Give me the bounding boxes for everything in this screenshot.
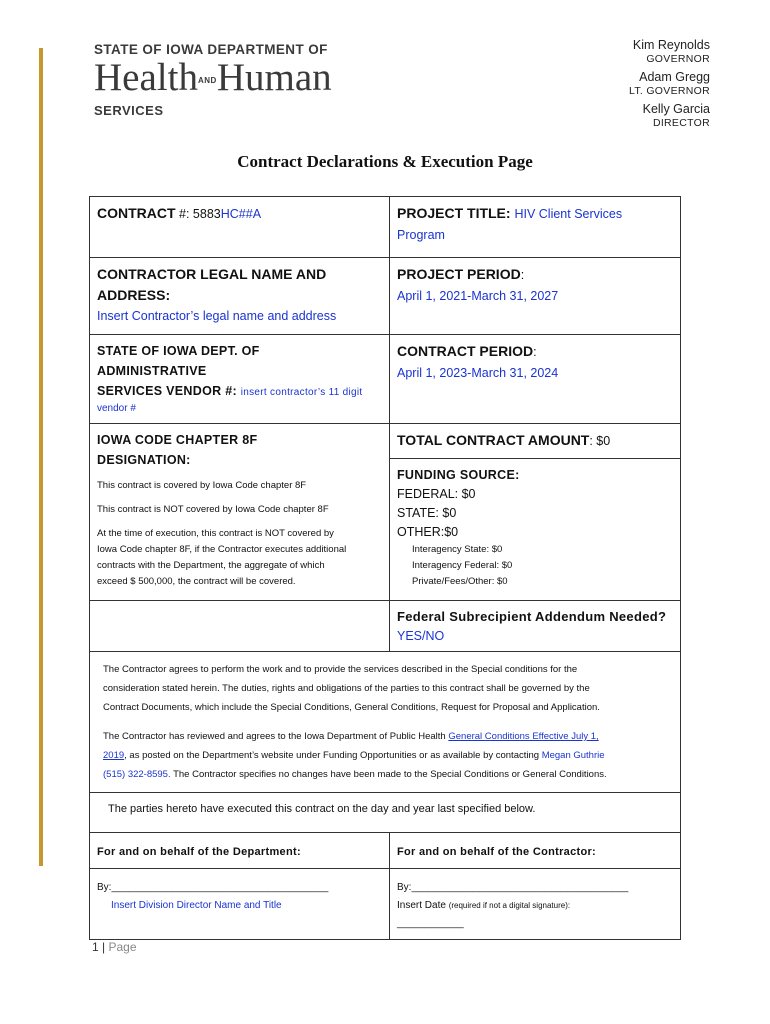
logo-and: AND: [197, 76, 217, 86]
general-conditions-link[interactable]: General Conditions Effective July 1,: [448, 731, 599, 742]
contractor-label-line2: ADDRESS:: [97, 287, 171, 303]
iowa-code-option-conditional-l4: exceed $ 500,000, the contract will be covered.: [97, 576, 296, 587]
agreement-p2-text: The Contractor has reviewed and agrees to the Iowa Department of Public Health: [103, 731, 449, 742]
project-title-value-line2: Program: [397, 228, 445, 242]
contract-number: [97, 203, 382, 225]
iowa-code-cell: [90, 424, 390, 601]
contract-table: [89, 196, 681, 940]
table-row: [90, 335, 681, 424]
agreement-cell: [90, 652, 681, 793]
funding-other: OTHER:$0: [397, 525, 459, 539]
page-label: Page: [108, 940, 137, 954]
general-conditions-link-year[interactable]: 2019: [103, 750, 125, 761]
date-note: (required if not a digital signature):: [448, 901, 571, 910]
table-row: [90, 833, 681, 869]
funding-interagency-federal: Interagency Federal: $0: [412, 560, 513, 571]
project-title-label: PROJECT TITLE:: [397, 205, 511, 221]
official-role: LT. GOVERNOR: [628, 85, 710, 97]
agreement-paragraph-1: [97, 658, 673, 719]
funding-cell: [390, 459, 681, 601]
page-footer: [92, 940, 137, 954]
date-line[interactable]: ____________: [397, 918, 464, 929]
project-period-label-text: PROJECT PERIOD: [397, 266, 521, 282]
iowa-code-option-conditional: At the time of execution, this contract is NOT covered by: [97, 528, 334, 539]
agreement-p2-text2: , as posted on the Department’s website under Funding Opportunities or as available by contacting: [124, 750, 542, 761]
contract-label: CONTRACT: [97, 205, 176, 221]
contract-number-suffix: HC##A: [220, 207, 262, 221]
contract-period-colon: :: [533, 345, 537, 359]
project-period-label: [397, 264, 673, 286]
logo-line1: STATE OF IOWA DEPARTMENT OF: [94, 42, 328, 57]
officials-list: [629, 38, 710, 129]
agreement-p1-line3: Contract Documents, which include the Special Conditions, General Conditions, Request for Proposal and Application.: [103, 702, 600, 713]
contract-period-value: April 1, 2023-March 31, 2024: [397, 366, 559, 380]
total-amount-cell: [390, 424, 681, 459]
funding-label: FUNDING SOURCE:: [397, 468, 520, 482]
dept-signature-line[interactable]: By:_______________________________________: [97, 882, 329, 893]
funding-private: Private/Fees/Other: $0: [412, 576, 508, 587]
contractor-signature-label: For and on behalf of the Contractor:: [397, 846, 597, 858]
iowa-code-option-not-covered: This contract is NOT covered by Iowa Code chapter 8F: [97, 504, 329, 515]
dept-signature-cell: [90, 869, 390, 940]
empty-cell: [90, 601, 390, 652]
logo-health: Health: [94, 56, 198, 99]
project-period-cell: [390, 258, 681, 335]
vendor-label-line1: STATE OF IOWA DEPT. OF: [97, 344, 260, 358]
official-name: Kim Reynolds: [632, 38, 710, 52]
contract-hash: #:: [175, 207, 193, 221]
subrecipient-label: Federal Subrecipient Addendum Needed?: [397, 609, 667, 624]
iowa-code-option-covered: This contract is covered by Iowa Code chapter 8F: [97, 480, 307, 491]
project-period-colon: :: [520, 268, 525, 282]
funding-interagency-state: Interagency State: $0: [412, 544, 503, 555]
vendor-cell: [90, 335, 390, 424]
contract-period-cell: [390, 335, 681, 424]
contractor-value: Insert Contractor’s legal name and address: [97, 309, 337, 323]
iowa-code-label-line2: DESIGNATION:: [97, 453, 191, 467]
subrecipient-value: YES/NO: [397, 629, 445, 643]
date-label-text: Insert Date: [397, 900, 449, 911]
table-row: [90, 652, 681, 793]
agreement-paragraph-2: [97, 725, 673, 786]
subrecipient-cell: [390, 601, 681, 652]
page-number: 1: [92, 940, 99, 954]
logo-line2: [94, 58, 369, 101]
table-row: [90, 793, 681, 833]
contact-name: Megan Guthrie: [541, 750, 605, 761]
project-period-value: April 1, 2021-March 31, 2027: [397, 289, 559, 303]
total-amount-value: : $0: [589, 434, 611, 448]
official-role: DIRECTOR: [652, 117, 710, 129]
project-title: [397, 203, 673, 225]
funding-federal: FEDERAL: $0: [397, 487, 476, 501]
vendor-label: SERVICES VENDOR #:: [97, 384, 237, 398]
contract-period-label: [397, 341, 673, 363]
table-row: [90, 258, 681, 335]
agreement-p1-line2: consideration stated herein. The duties, rights and obligations of the parties to this contract shall be governed by the: [103, 683, 590, 694]
vendor-label-line2: ADMINISTRATIVE: [97, 364, 207, 378]
contract-number-cell: [90, 197, 390, 258]
dept-signature-header: [90, 833, 390, 869]
logo-human: Human: [216, 56, 332, 99]
vendor-label-line3: [97, 381, 382, 401]
iowa-code-option-conditional-l3: contracts with the Department, the aggregate of which: [97, 560, 325, 571]
page-separator: |: [98, 940, 109, 954]
contractor-signature-header: [390, 833, 681, 869]
contract-period-label-text: CONTRACT PERIOD: [397, 343, 534, 359]
total-amount-label: TOTAL CONTRACT AMOUNT: [397, 432, 590, 448]
department-logo: [94, 42, 369, 118]
funding-state: STATE: $0: [397, 506, 457, 520]
project-title-value: HIV Client Services: [514, 207, 623, 221]
iowa-code-label: IOWA CODE CHAPTER 8F: [97, 433, 258, 447]
official-name: Adam Gregg: [639, 70, 710, 84]
official-name: Kelly Garcia: [642, 102, 710, 116]
contact-phone: (515) 322-8595.: [103, 769, 171, 780]
vendor-value-line2: vendor #: [97, 403, 136, 414]
contractor-cell: [90, 258, 390, 335]
dept-signer-name: Insert Division Director Name and Title: [111, 900, 282, 911]
page-title: Contract Declarations & Execution Page: [237, 152, 533, 171]
project-title-cell: [390, 197, 681, 258]
table-row: [90, 869, 681, 940]
iowa-code-option-conditional-l2: Iowa Code chapter 8F, if the Contractor executes additional: [97, 544, 347, 555]
table-row: [90, 424, 681, 459]
dept-signature-label: For and on behalf of the Department:: [97, 846, 301, 858]
table-row: [90, 197, 681, 258]
vendor-value: insert contractor’s 11 digit: [240, 387, 363, 398]
agreement-p1-line1: The Contractor agrees to perform the work and to provide the services described in the Special conditions for the: [103, 664, 578, 675]
contractor-label: CONTRACTOR LEGAL NAME AND: [97, 266, 327, 282]
date-label: [397, 897, 673, 915]
contractor-signature-line[interactable]: By:_______________________________________: [397, 882, 629, 893]
parties-statement: The parties hereto have executed this contract on the day and year last specified below.: [90, 793, 681, 833]
total-amount: [397, 430, 673, 452]
contract-number-prefix: 5883: [192, 207, 221, 221]
contractor-signature-cell: [390, 869, 681, 940]
agreement-p2-text3: The Contractor specifies no changes have been made to the Special Conditions or General Conditions.: [170, 769, 607, 780]
official-role: GOVERNOR: [646, 53, 710, 65]
logo-line3: SERVICES: [94, 103, 164, 119]
table-row: [90, 601, 681, 652]
